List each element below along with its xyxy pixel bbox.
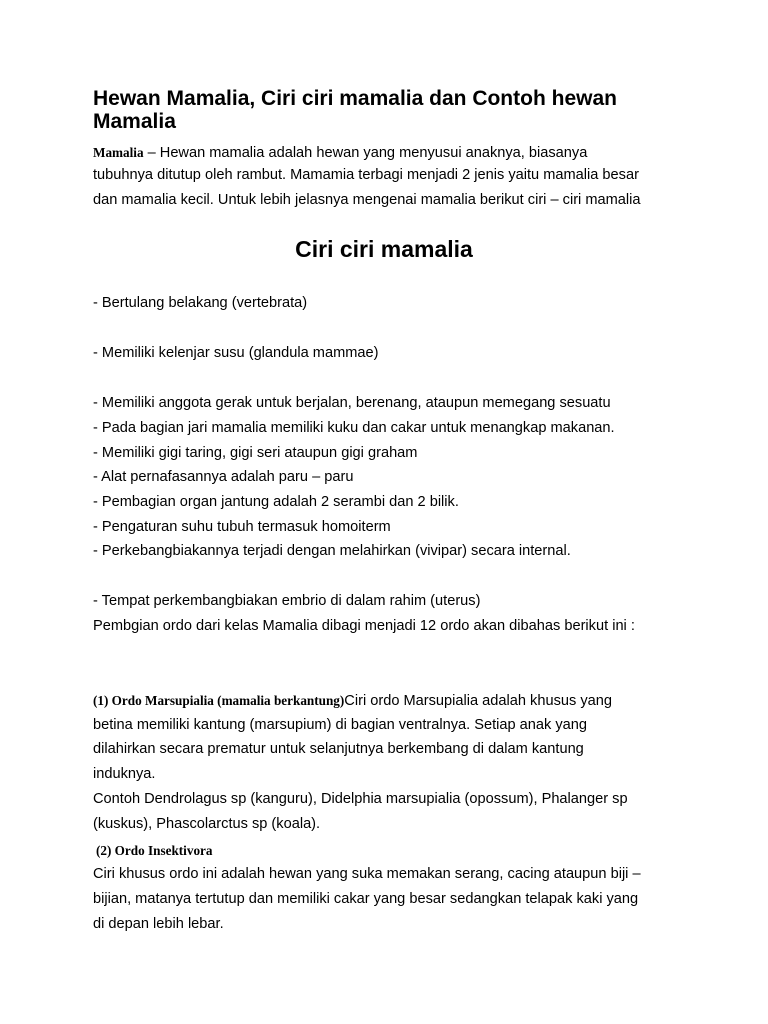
ordo2-heading-line [96, 838, 696, 864]
ordo2-line-3: di depan lebih lebar. [93, 916, 224, 932]
ordo-intro: Pembgian ordo dari kelas Mamalia dibagi menjadi 12 ordo akan dibahas berikut ini : [93, 618, 635, 634]
ordo1-line-4: induknya. [93, 766, 156, 782]
intro-paragraph-line-3: dan mamalia kecil. Untuk lebih jelasnya mengenai mamalia berikut ciri – ciri mamalia [93, 192, 641, 208]
trait-item: - Pengaturan suhu tubuh termasuk homoiterm [93, 519, 391, 535]
section-title: Ciri ciri mamalia [295, 236, 473, 262]
trait-item: - Tempat perkembangbiakan embrio di dalam rahim (uterus) [93, 593, 481, 609]
intro-paragraph-line-2: tubuhnya ditutup oleh rambut. Mamamia terbagi menjadi 2 jenis yaitu mamalia besar [93, 167, 639, 183]
ordo2-heading: (2) Ordo Insektivora [96, 843, 213, 858]
ordo2-line-2: bijian, matanya tertutup dan memiliki cakar yang besar sedangkan telapak kaki yang [93, 891, 639, 907]
ordo1-example-1: Contoh Dendrolagus sp (kanguru), Didelphia marsupialia (opossum), Phalanger sp [93, 791, 628, 807]
intro-text-1: Hewan mamalia adalah hewan yang menyusui anaknya, biasanya [159, 145, 588, 161]
trait-item: - Perkebangbiakannya terjadi dengan melahirkan (vivipar) secara internal. [93, 543, 571, 559]
ordo1-heading: (1) Ordo Marsupialia (mamalia berkantung) [93, 693, 345, 708]
trait-item: - Memiliki anggota gerak untuk berjalan, berenang, ataupun memegang sesuatu [93, 395, 611, 411]
trait-item: - Memiliki kelenjar susu (glandula mammae) [93, 345, 379, 361]
ordo1-line-2: betina memiliki kantung (marsupium) di bagian ventralnya. Setiap anak yang [93, 717, 588, 733]
trait-item: - Alat pernafasannya adalah paru – paru [93, 469, 354, 485]
ordo1-example-2: (kuskus), Phascolarctus sp (koala). [93, 816, 321, 832]
ordo1-line-1 [93, 688, 693, 714]
trait-item: - Pada bagian jari mamalia memiliki kuku dan cakar untuk menangkap makanan. [93, 420, 615, 436]
ordo2-line-1: Ciri khusus ordo ini adalah hewan yang suka memakan serang, cacing ataupun biji – [93, 866, 641, 882]
ordo1-line-3: dilahirkan secara prematur untuk selanjutnya berkembang di dalam kantung [93, 741, 584, 757]
ordo1-text-1: Ciri ordo Marsupialia adalah khusus yang [344, 693, 612, 709]
page-title: Hewan Mamalia, Ciri ciri mamalia dan Contoh hewan Mamalia [93, 87, 617, 133]
intro-term: Mamalia [93, 145, 144, 160]
trait-item: - Memiliki gigi taring, gigi seri ataupun gigi graham [93, 445, 418, 461]
trait-item: - Bertulang belakang (vertebrata) [93, 295, 308, 311]
intro-dash: – [143, 145, 160, 161]
trait-item: - Pembagian organ jantung adalah 2 serambi dan 2 bilik. [93, 494, 459, 510]
